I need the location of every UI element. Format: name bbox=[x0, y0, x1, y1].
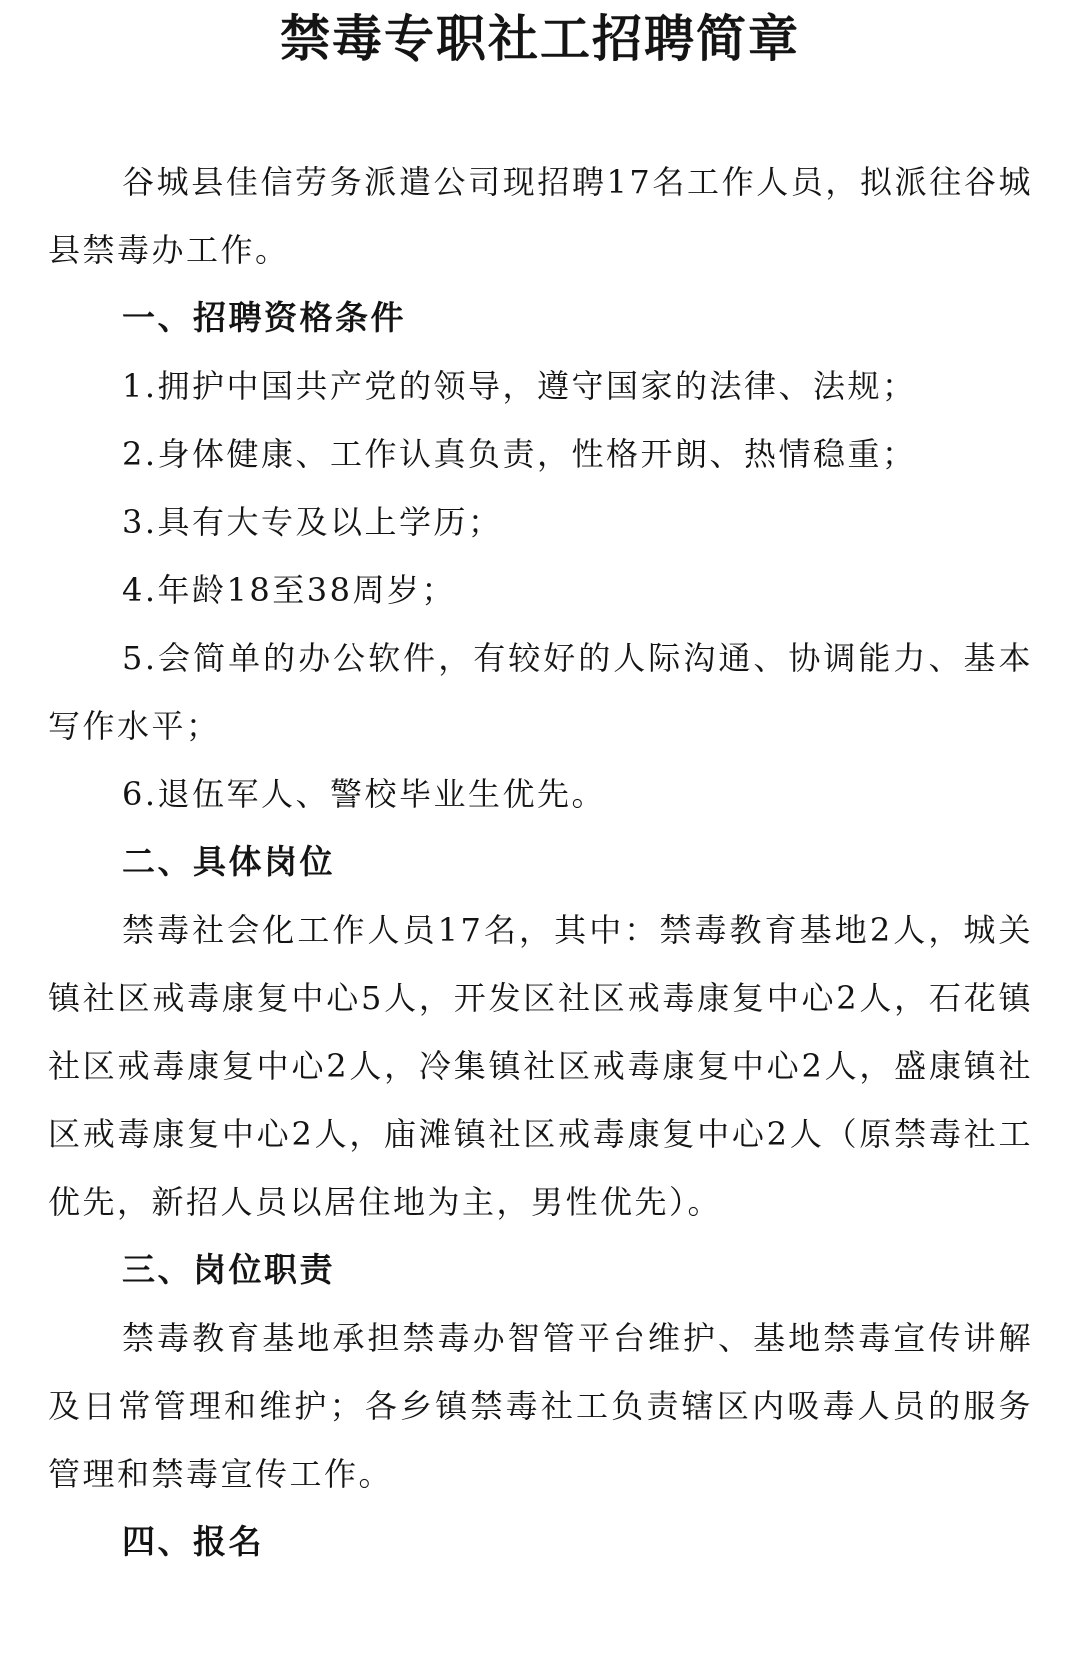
document-title: 禁毒专职社工招聘简章 bbox=[280, 10, 800, 68]
intro-paragraph: 谷城县佳信劳务派遣公司现招聘17名工作人员，拟派往谷城县禁毒办工作。 bbox=[48, 163, 1033, 269]
qualification-item: 4.年龄18至38周岁； bbox=[122, 571, 456, 609]
qualification-item: 1.拥护中国共产党的领导，遵守国家的法律、法规； bbox=[122, 367, 917, 405]
qualification-item: 6.退伍军人、警校毕业生优先。 bbox=[122, 775, 607, 813]
qualification-item: 2.身体健康、工作认真负责，性格开朗、热情稳重； bbox=[122, 435, 917, 473]
positions-paragraph: 禁毒社会化工作人员17名，其中：禁毒教育基地2人，城关镇社区戒毒康复中心5人，开发区社区戒毒康复中心2人，石花镇社区戒毒康复中心2人，冷集镇社区戒毒康复中心2人，盛康镇社区戒毒康复中心2人，庙滩镇社区戒毒康复中心2人（原禁毒社工优先，新招人员以居住地为主，男性优先）。 bbox=[48, 911, 1033, 1221]
qualification-item: 3.具有大专及以上学历； bbox=[122, 503, 503, 541]
qualification-item: 5.会简单的办公软件，有较好的人际沟通、协调能力、基本写作水平； bbox=[48, 639, 1033, 745]
section-heading-qualifications: 一、招聘资格条件 bbox=[122, 298, 406, 337]
section-heading-positions: 二、具体岗位 bbox=[122, 842, 335, 881]
duties-paragraph: 禁毒教育基地承担禁毒办智管平台维护、基地禁毒宣传讲解及日常管理和维护；各乡镇禁毒社工负责辖区内吸毒人员的服务管理和禁毒宣传工作。 bbox=[48, 1319, 1033, 1493]
section-heading-duties: 三、岗位职责 bbox=[122, 1250, 335, 1289]
document-body bbox=[48, 148, 1033, 1576]
section-heading-registration: 四、报名 bbox=[122, 1522, 264, 1561]
